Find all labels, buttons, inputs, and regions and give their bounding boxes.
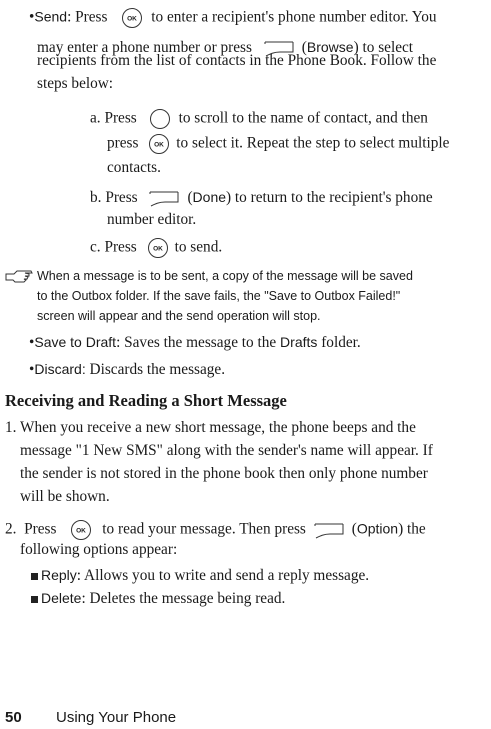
step-b-line-2: number editor. (107, 211, 197, 228)
ok-key-icon (148, 133, 170, 155)
send-line-3: recipients from the list of contacts in the Phone Book. Follow the (37, 52, 437, 69)
p1-line-1: When you receive a new short message, the phone beeps and the (20, 419, 416, 436)
step-b-line-1: b. Press (Done) to return to the recipient's phone (90, 189, 433, 206)
discard-keyword: Discard: (34, 361, 86, 377)
step-a-line-1: a. Press to scroll to the name of contact, and then (90, 108, 428, 130)
footer-title: Using Your Phone (56, 709, 177, 726)
step-a-line-2: press to select it. Repeat the step to select multiple (107, 133, 449, 155)
ok-key-icon (121, 7, 143, 29)
save-draft-line: •Save to Draft: Saves the message to the Drafts folder. (29, 334, 361, 351)
navigation-key-icon (149, 108, 171, 130)
send-keyword: Send (34, 8, 68, 25)
pointing-hand-icon (5, 268, 35, 284)
step-a-line-3: contacts. (107, 159, 161, 176)
ok-key-icon (147, 237, 169, 259)
delete-line: Delete: Deletes the message being read. (31, 589, 285, 608)
step-c-line: c. Press to send. (90, 237, 222, 259)
p1-line-2: message "1 New SMS" along with the sender's name will appear. If (20, 442, 433, 459)
p1-line-4: will be shown. (20, 488, 110, 505)
p1-num: 1. (5, 419, 17, 436)
note-line-3: screen will appear and the send operation will stop. (37, 309, 321, 323)
p2-line-1: 2. Press to read your message. Then press (Option) the (5, 519, 426, 541)
section-heading: Receiving and Reading a Short Message (5, 391, 287, 410)
send-line-2: may enter a phone number or press (Browse) to select (37, 39, 414, 56)
send-line-1: •Send: Press to enter a recipient's phone number editor. You (29, 7, 437, 29)
note-line-1: When a message is to be sent, a copy of the message will be saved (37, 269, 413, 283)
discard-line: •Discard: Discards the message. (29, 361, 226, 378)
save-draft-keyword: Save to Draft (34, 334, 117, 350)
p1-line-3: the sender is not stored in the phone book then only phone number (20, 465, 428, 482)
ok-key-icon (70, 519, 92, 541)
send-line-4: steps below: (37, 75, 114, 92)
p2-line-2: following options appear: (20, 541, 178, 558)
left-soft-key-icon (312, 521, 346, 539)
note-line-2: to the Outbox folder. If the save fails, the "Save to Outbox Failed!" (37, 289, 401, 303)
left-soft-key-icon (147, 189, 181, 207)
square-bullet-icon (31, 573, 38, 580)
reply-line: Reply: Allows you to write and send a reply message. (31, 566, 369, 585)
square-bullet-icon (31, 596, 38, 603)
bullet: • (29, 8, 35, 26)
page-number: 50 (5, 709, 22, 726)
